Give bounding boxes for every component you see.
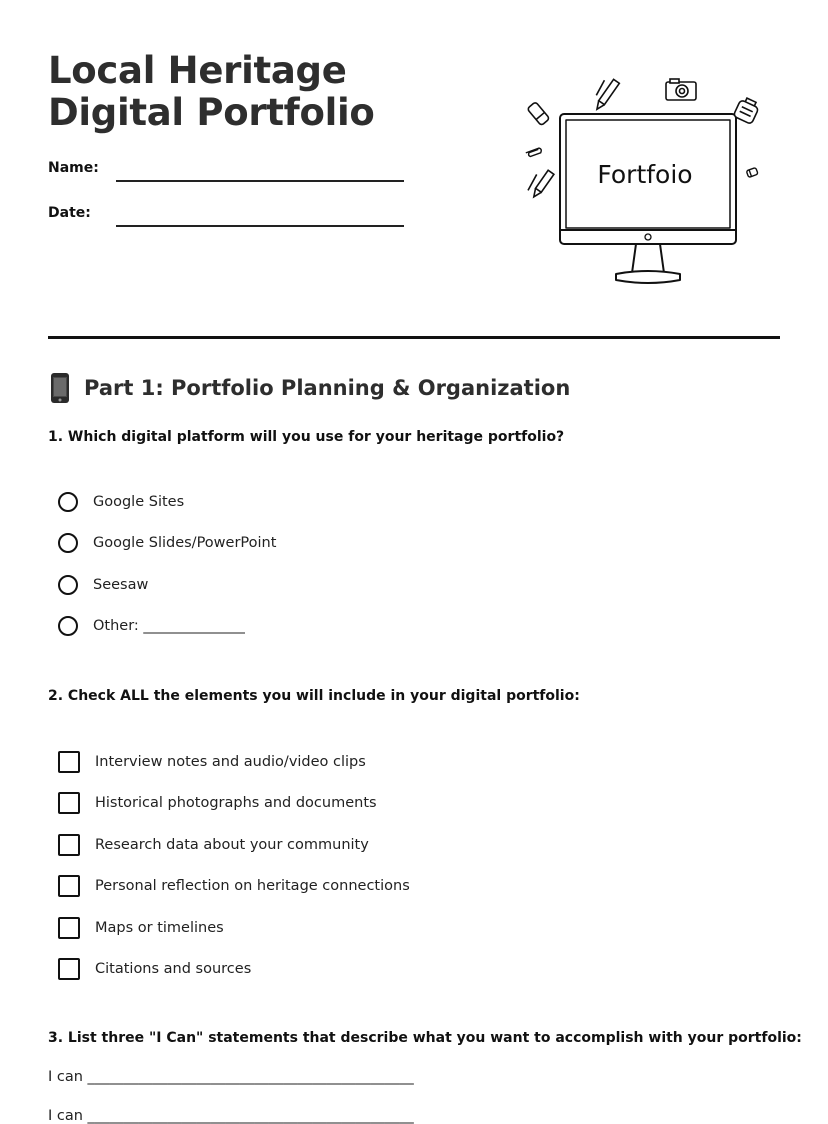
q1-option-other[interactable] — [58, 616, 245, 636]
option-label: Google Slides/PowerPoint — [93, 535, 277, 551]
radio-button[interactable] — [58, 616, 78, 636]
paperclip-icon — [526, 148, 542, 158]
ican-line-2[interactable]: I can _____________________________________________ — [48, 1108, 414, 1124]
backpack-icon — [733, 96, 760, 124]
question-1: 1. Which digital platform will you use for your heritage portfolio? — [48, 429, 565, 445]
option-label: Personal reflection on heritage connections — [95, 878, 410, 894]
option-label: Google Sites — [93, 494, 185, 510]
q2-option-research-data[interactable] — [58, 834, 369, 856]
option-label: Historical photographs and documents — [95, 795, 377, 811]
screen-text: Fortfoio — [597, 160, 693, 189]
checkbox[interactable] — [58, 792, 80, 814]
checkbox[interactable] — [58, 834, 80, 856]
question-3: 3. List three "I Can" statements that describe what you want to accomplish with your portfolio: — [48, 1030, 802, 1046]
portfolio-illustration — [518, 66, 768, 296]
part1-heading — [48, 372, 570, 404]
ican-line-1[interactable]: I can _____________________________________________ — [48, 1069, 414, 1085]
date-label: Date: — [48, 205, 91, 221]
pen-icon — [588, 75, 619, 111]
checkbox[interactable] — [58, 751, 80, 773]
paintbrush-icon — [525, 166, 554, 199]
radio-button[interactable] — [58, 533, 78, 553]
name-label: Name: — [48, 160, 99, 176]
option-label: Seesaw — [93, 577, 149, 593]
date-field[interactable] — [116, 225, 404, 227]
section-divider — [48, 336, 780, 339]
option-label: Research data about your community — [95, 837, 369, 853]
question-2: 2. Check ALL the elements you will include in your digital portfolio: — [48, 688, 580, 704]
checkbox[interactable] — [58, 875, 80, 897]
q1-option-seesaw[interactable] — [58, 575, 148, 595]
option-label: Citations and sources — [95, 961, 252, 977]
option-label: Maps or timelines — [95, 920, 224, 936]
pencil-icon — [746, 167, 758, 177]
q2-option-interview-notes[interactable] — [58, 751, 366, 773]
monitor-icon — [560, 114, 736, 283]
radio-button[interactable] — [58, 575, 78, 595]
q1-option-google-sites[interactable] — [58, 492, 184, 512]
option-label: Interview notes and audio/video clips — [95, 754, 366, 770]
mobile-phone-icon — [48, 372, 72, 404]
name-field[interactable] — [116, 180, 404, 182]
page-title: Local Heritage Digital Portfolio — [48, 49, 375, 134]
camera-icon — [666, 79, 696, 100]
q2-option-photographs[interactable] — [58, 792, 377, 814]
option-label: Other: ______________ — [93, 618, 245, 634]
checkbox[interactable] — [58, 917, 80, 939]
eraser-icon — [527, 102, 550, 126]
checkbox[interactable] — [58, 958, 80, 980]
q1-option-google-slides[interactable] — [58, 533, 276, 553]
q2-option-citations[interactable] — [58, 958, 251, 980]
radio-button[interactable] — [58, 492, 78, 512]
part1-title: Part 1: Portfolio Planning & Organization — [84, 376, 571, 400]
q2-option-personal-reflection[interactable] — [58, 875, 410, 897]
q2-option-maps-timelines[interactable] — [58, 917, 224, 939]
